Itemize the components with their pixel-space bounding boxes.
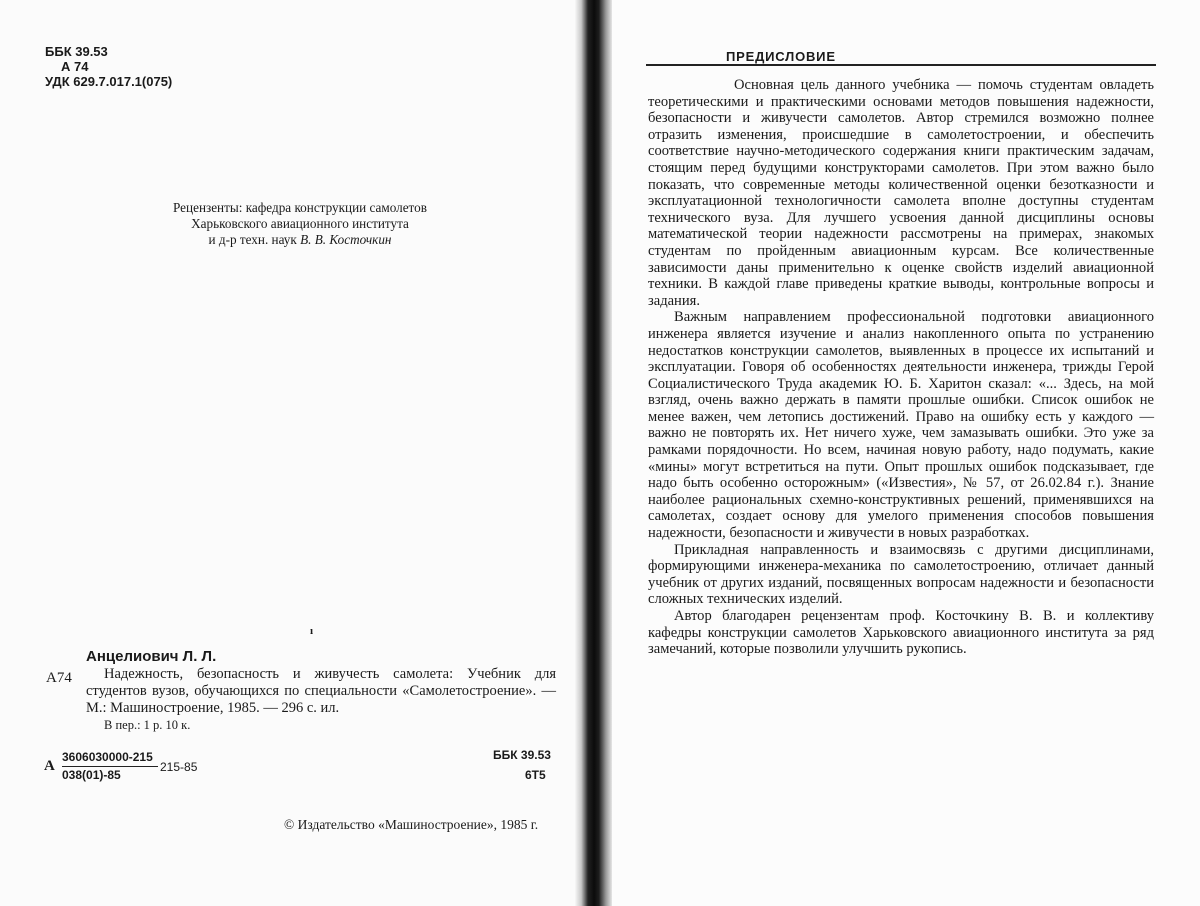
code-fraction-line	[62, 766, 158, 767]
copyright-line: © Издательство «Машиностроение», 1985 г.	[284, 817, 539, 832]
reviewers-block	[150, 200, 450, 248]
reviewer-name: В. В. Косточкин	[300, 232, 392, 247]
catalog-price: В пер.: 1 р. 10 к.	[104, 718, 191, 732]
code-denominator: 038(01)-85	[62, 768, 121, 782]
catalog-author: Анцелиович Л. Л.	[86, 648, 217, 665]
author-mark: А 74	[61, 59, 89, 74]
reviewers-line-2: Харьковского авиационного института	[191, 216, 409, 231]
print-mark: ı	[310, 625, 314, 637]
code-suffix: 215-85	[160, 760, 198, 774]
preface-paragraph-1: Основная цель данного учебника — помочь студентам овладеть теоретическими и практическими основами методов повышения надежности, безопасности и живучести самолетов. Автор стремился возможно полнее отразить изменения, происшедшие в самолетостроении, и обеспечить соответствие научно-методического содержания книги практическим задачам, стоящим перед будущими конструкторами самолетов. При этом важно было показать, что современные методы количественной оценки безотказности и эксплуатационной технологичности самолета вполне доступны студентам технического вуза. Для лучшего усвоения данной дисциплины основы математической теории надежности рассмотрены на примерах, знакомых студентам по пройденным авиационным курсам. Все количественные зависимости даны применительно к оценке свойств изделий авиационной техники. В каждой главе приведены краткие выводы, контрольные вопросы и задания.	[648, 77, 1154, 309]
classification-block	[45, 44, 172, 89]
code-letter: А	[44, 758, 55, 774]
reviewers-line-3	[150, 232, 450, 248]
preface-title: ПРЕДИСЛОВИЕ	[726, 49, 836, 64]
preface-paragraph-3: Прикладная направленность и взаимосвязь с другими дисциплинами, формирующими инженера-механика по самолетостроению, отличает данный учебник от других изданий, посвященных вопросам надежности и безопасности сложных технических изделий.	[648, 541, 1154, 608]
code-numerator: 3606030000-215	[62, 750, 153, 764]
preface-paragraph-2: Важным направлением профессиональной подготовки авиационного инженера является изучение и анализ накопленного опыта по устранению недостатков конструкции самолетов, выявленных в процессе их испытаний и эксплуатации. Говоря об особенностях деятельности инженера, трижды Герой Социалистического Труда академик Ю. Б. Харитон сказал: «... Здесь, на мой взгляд, очень важно держать в памяти прошлые ошибки. Список ошибок не менее важен, чем летопись достижений. Право на ошибку есть у каждого — важно не повторять их. Нет ничего хуже, чем замазывать ошибки. Это уже за рамками порядочности. Но всем, начиная новую работу, надо подумать, какие «мины» могут встретиться на пути. Опыт прошлых ошибок подсказывает, где надо быть особенно осторожным» («Известия», № 57, от 26.02.84 г.). Знание наиболее рациональных схемно-конструктивных решений, применявшихся на самолетах, создает основу для умелого применения способов повышения надежности, безопасности и живучести в новых разработках.	[648, 309, 1154, 542]
title-rule	[646, 64, 1156, 66]
catalog-category: 6Т5	[525, 768, 546, 782]
catalog-index: А74	[46, 670, 72, 686]
udk-code: УДК 629.7.017.1(075)	[45, 74, 173, 89]
catalog-description: Надежность, безопасность и живучесть самолета: Учебник для студентов вузов, обучающихся по специальности «Самолетостроение». — М.: Машиностроение, 1985. — 296 с. ил.	[86, 666, 556, 716]
preface-paragraph-4: Автор благодарен рецензентам проф. Косточкину В. В. и коллективу кафедры конструкции самолетов Харьковского авиационного института за ряд замечаний, которые позволили улучшить рукопись.	[648, 608, 1154, 658]
catalog-bbk: ББК 39.53	[493, 748, 551, 762]
preface-body	[648, 77, 1154, 658]
reviewers-line-1: Рецензенты: кафедра конструкции самолетов	[173, 200, 427, 215]
left-page	[0, 0, 580, 906]
bbk-code: ББК 39.53	[45, 44, 108, 59]
reviewers-line-3-prefix: и д-р техн. наук	[208, 232, 301, 247]
book-spine	[574, 0, 614, 906]
